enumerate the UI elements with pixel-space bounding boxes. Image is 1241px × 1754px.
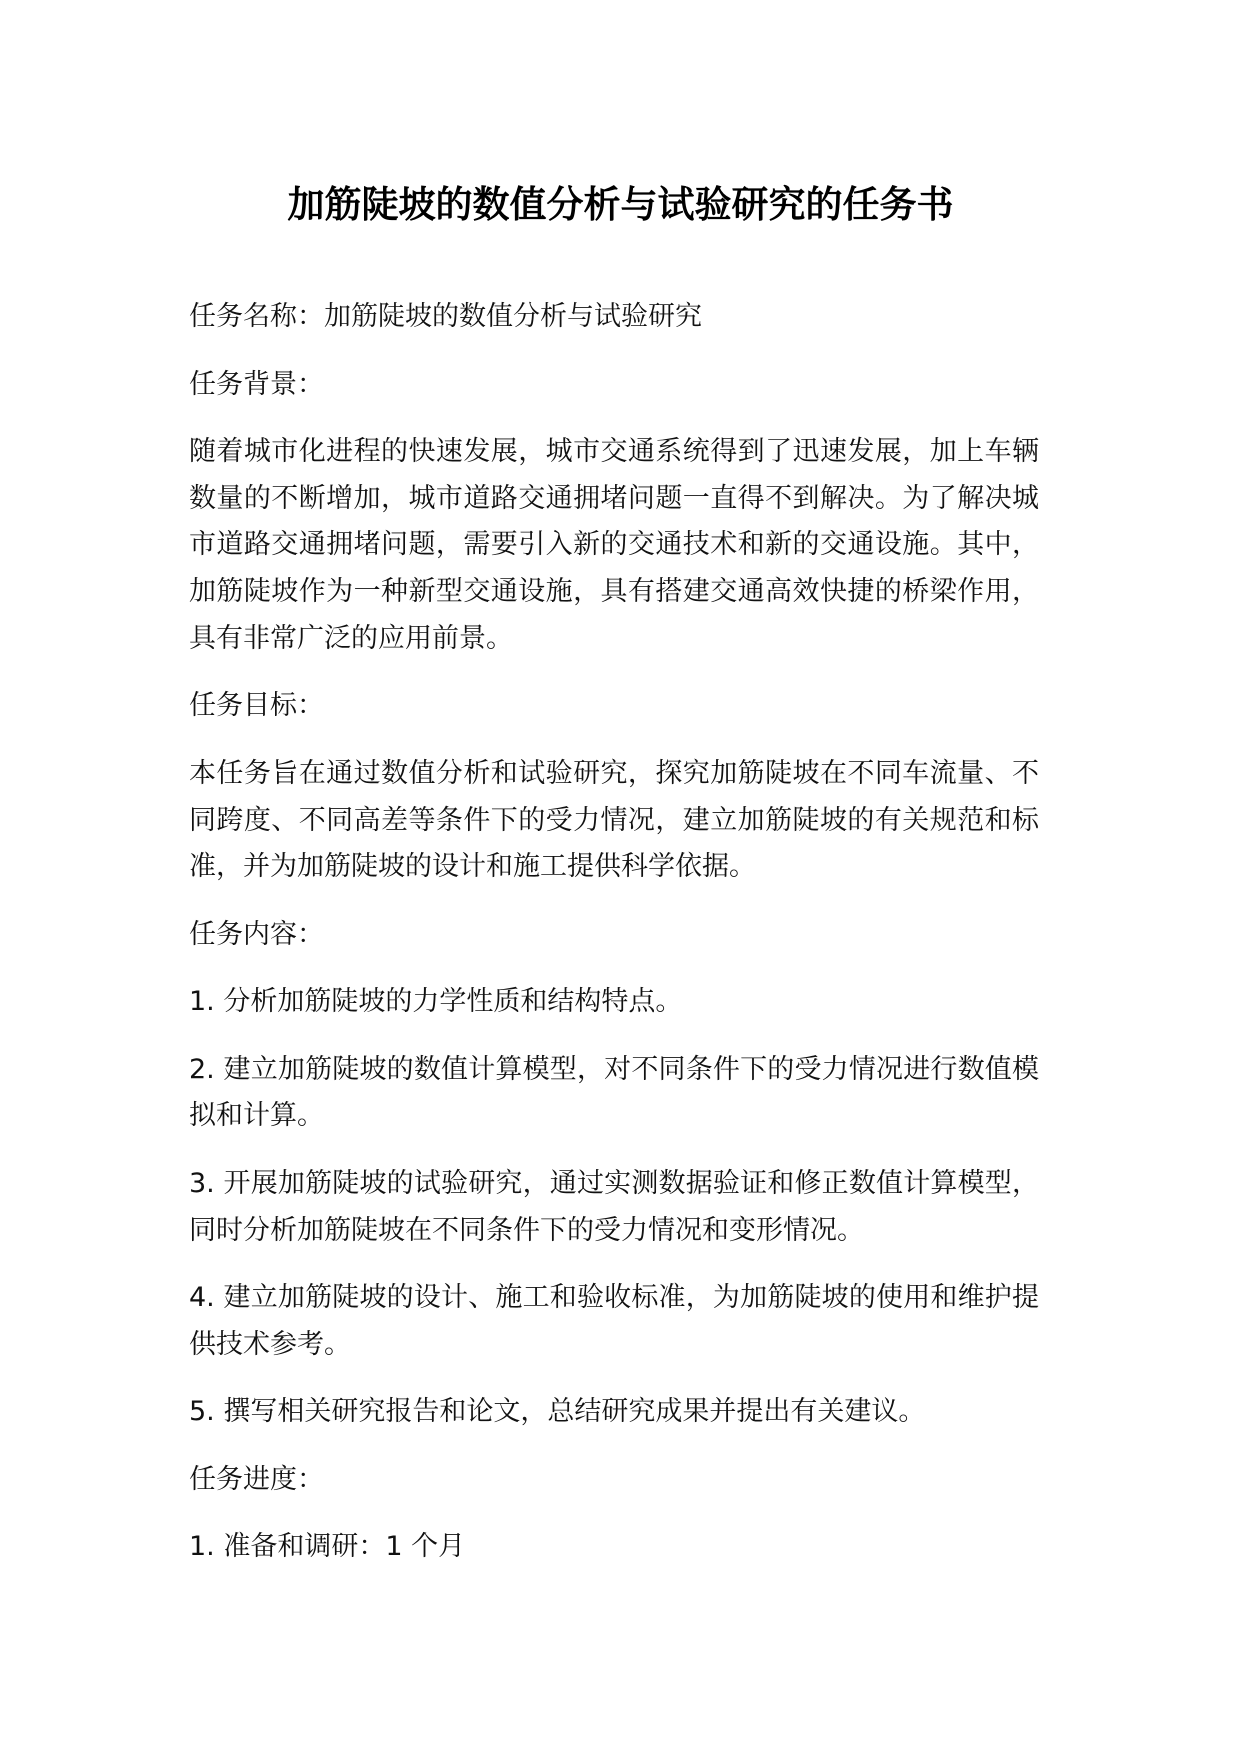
goal-heading-block	[189, 683, 1039, 730]
task-name-label: 任务名称：	[189, 301, 324, 332]
goal-paragraph	[189, 751, 1039, 891]
paragraph-line: 市道路交通拥堵问题，需要引入新的交通技术和新的交通设施。其中，	[189, 529, 1039, 561]
section-heading-schedule: 任务进度：	[189, 1463, 324, 1495]
paragraph-line: 数量的不断增加，城市道路交通拥堵问题一直得不到解决。为了解决城	[189, 482, 1039, 514]
paragraph-line: 加筋陡坡作为一种新型交通设施，具有搭建交通高效快捷的桥梁作用，	[189, 576, 1039, 608]
list-item	[189, 1389, 1039, 1436]
list-item-line: 3. 开展加筋陡坡的试验研究，通过实测数据验证和修正数值计算模型，	[189, 1167, 1039, 1199]
paragraph-line: 本任务旨在通过数值分析和试验研究，探究加筋陡坡在不同车流量、不	[189, 757, 1039, 789]
list-item-line: 2. 建立加筋陡坡的数值计算模型，对不同条件下的受力情况进行数值模	[189, 1053, 1039, 1085]
paragraph-line: 准，并为加筋陡坡的设计和施工提供科学依据。	[189, 851, 756, 883]
task-name-block	[189, 294, 1039, 341]
list-item-line: 拟和计算。	[189, 1100, 324, 1132]
background-paragraph	[189, 429, 1039, 663]
section-heading-content: 任务内容：	[189, 918, 324, 950]
document-title: 加筋陡坡的数值分析与试验研究的任务书	[287, 183, 954, 226]
list-item	[189, 1047, 1039, 1140]
paragraph-line: 具有非常广泛的应用前景。	[189, 622, 513, 654]
list-item	[189, 1161, 1039, 1254]
list-item-line: 同时分析加筋陡坡在不同条件下的受力情况和变形情况。	[189, 1214, 864, 1246]
document-body	[189, 294, 1039, 1592]
list-item	[189, 1524, 1039, 1571]
list-item-line: 1. 准备和调研：1 个月	[189, 1531, 466, 1563]
list-item-line: 1. 分析加筋陡坡的力学性质和结构特点。	[189, 986, 683, 1018]
task-name-value: 加筋陡坡的数值分析与试验研究	[324, 301, 702, 332]
list-item-line: 4. 建立加筋陡坡的设计、施工和验收标准，为加筋陡坡的使用和维护提	[189, 1282, 1039, 1314]
schedule-heading-block	[189, 1457, 1039, 1504]
paragraph-line: 同跨度、不同高差等条件下的受力情况，建立加筋陡坡的有关规范和标	[189, 804, 1039, 836]
paragraph-line: 随着城市化进程的快速发展，城市交通系统得到了迅速发展，加上车辆	[189, 436, 1039, 467]
list-item-line: 5. 撰写相关研究报告和论文，总结研究成果并提出有关建议。	[189, 1396, 926, 1428]
content-heading-block	[189, 912, 1039, 959]
list-item	[189, 1275, 1039, 1368]
task-name-line	[189, 294, 1039, 341]
background-heading-block	[189, 362, 1039, 409]
section-heading-goal: 任务目标：	[189, 690, 324, 722]
list-item	[189, 979, 1039, 1026]
list-item-line: 供技术参考。	[189, 1328, 351, 1360]
section-heading-background: 任务背景：	[189, 368, 324, 400]
